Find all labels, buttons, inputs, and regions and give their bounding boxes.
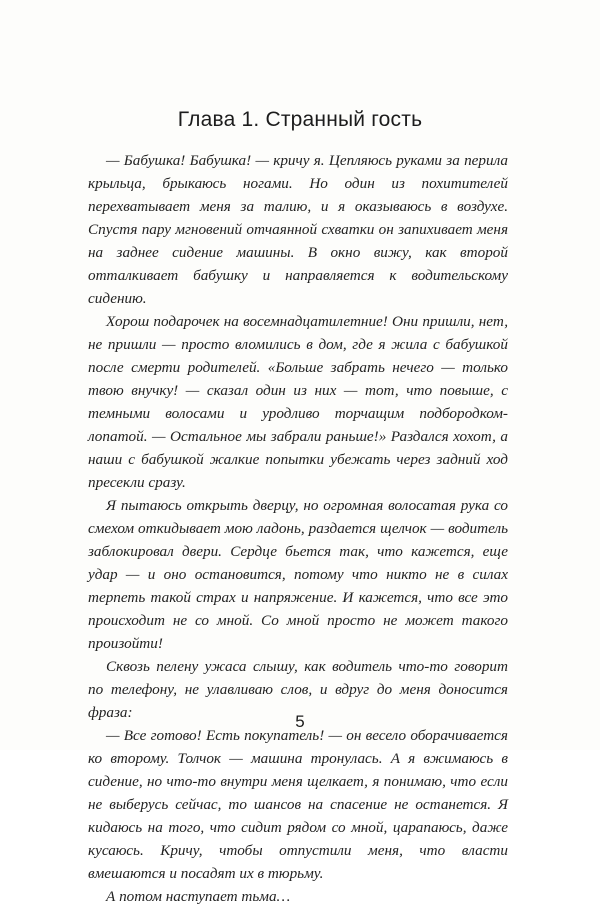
paragraph: Сквозь пелену ужаса слышу, как водитель что-то говорит по телефону, не улавливаю слов, и вдруг до меня доносится фраза: [88,658,508,721]
paragraph: — Бабушка! Бабушка! — кричу я. Цепляюсь руками за перила крыльца, брыкаюсь ногами. Но один из похитителей перехватывает меня за талию, и я оказываюсь в воздухе. Спустя пару мгновений отчаянной схватки он запихивает меня на заднее сидение машины. В окно вижу, как второй отталкивает бабушку и направляется к водительскому сидению. [88,152,508,307]
chapter-title: Глава 1. Странный гость [177,108,423,131]
paragraph: — Все готово! Есть покупатель! — он весело оборачивается ко второму. Толчок — машина тронулась. А я вжимаюсь в сидение, но что-то внутри меня щелкает, я понимаю, что если не выберусь сейчас, то шансов на спасение не останется. Я кидаюсь на того, что сидит рядом со мной, царапаюсь, даже кусаюсь. Кричу, чтобы отпустили меня, что власти вмешаются и посадят их в тюрьму. [88,727,508,882]
paragraph: А потом наступает тьма… [106,888,291,905]
paragraph: Хорош подарочек на восемнадцатилетние! Они пришли, нет, не пришли — просто вломились в дом, где я жила с бабушкой после смерти родителей. «Больше забрать нечего — только твою внучку! — сказал один из них — тот, что повыше, с темными волосами и уродливо торчащим подбородком-лопатой. — Остальное мы забрали раньше!» Раздался хохот, а наши с бабушкой жалкие попытки убежать через задний ход пресекли сразу. [88,313,508,491]
paragraph: Я пытаюсь открыть дверцу, но огромная волосатая рука со смехом откидывает мою ладонь, раздается щелчок — водитель заблокировал двери. Сердце бьется так, что кажется, еще удар — и оно остановится, потому что никто не в силах терпеть такой страх и напряжение. И кажется, что все это происходит не со мной. Со мной просто не может такого произойти! [88,497,508,652]
page-number: 5 [295,712,305,731]
body-text [88,149,508,908]
